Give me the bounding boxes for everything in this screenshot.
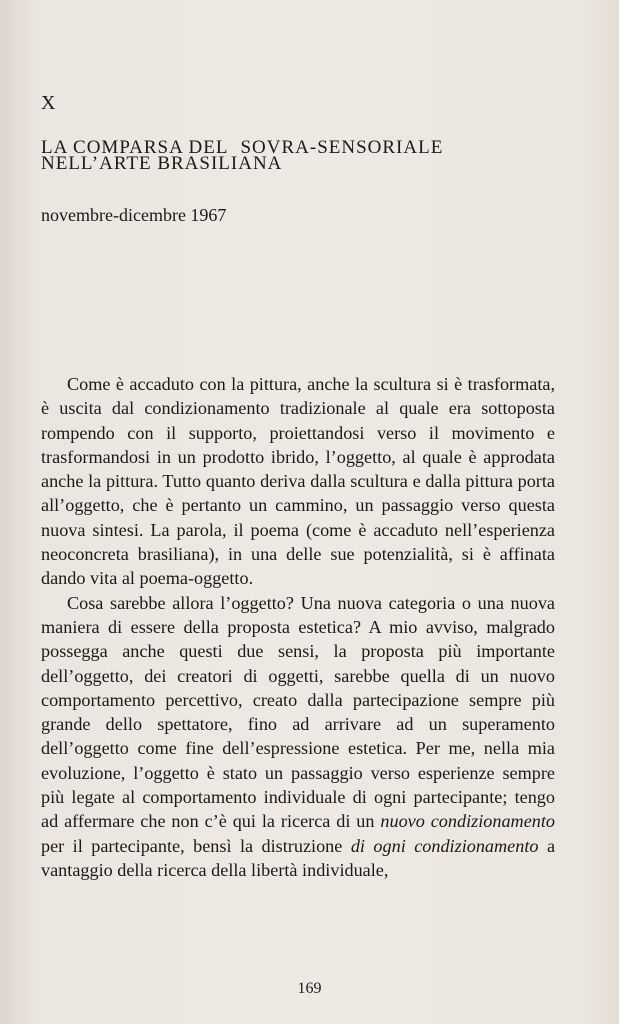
chapter-number: X <box>41 92 57 114</box>
body-text <box>41 372 555 882</box>
paragraph-2-text-a: Cosa sarebbe allora l’oggetto? Una nuova categoria o una nuova maniera di essere della proposta estetica? A mio avviso, malgrado possegga anche questi due sensi, la proposta più importante dell’oggetto, dei creatori di oggetti, sarebbe quella di un nuovo comportamento percettivo, creato dalla partecipazione sempre più grande dello spettatore, fino ad arrivare ad un superamento dell’oggetto come fine dell’espressione estetica. Per me, nella mia evoluzione, l’oggetto è stato un passaggio verso esperienze sempre più legate al comportamento individuale di ogni partecipante; tengo ad affermare che non c’è qui la ricerca di un <box>41 592 555 832</box>
paragraph-2-text-b: per il partecipante, bensì la distruzione <box>41 835 343 856</box>
paragraph-2-text-c: a vantaggio della ricerca della libertà individuale, <box>41 835 556 880</box>
chapter-title <box>41 137 561 175</box>
chapter-title-part-a: LA COMPARSA DEL <box>41 137 229 158</box>
page-number: 169 <box>297 980 322 997</box>
paragraph-2-emphasis-1: nuovo condizionamento <box>380 811 556 832</box>
paragraph-2-emphasis-2: di ogni condizionamento <box>350 835 539 856</box>
chapter-title-part-b: SOVRA-SENSORIALE <box>240 137 444 158</box>
paragraph-2 <box>41 591 555 883</box>
paragraph-1: Come è accaduto con la pittura, anche la scultura si è trasformata, è uscita dal condizionamento tradizionale al quale era sottoposta rompendo con il supporto, proiettandosi verso il movimento e trasformandosi in un prodotto ibrido, l’oggetto, al quale è approdata anche la pittura. Tutto quanto deriva dalla scultura e dalla pittura porta all’oggetto, che è pertanto un cammino, un passaggio verso questa nuova sintesi. La parola, il poema (come è accaduto nell’esperienza neoconcreta brasiliana), in una delle sue potenzialità, si è affinata dando vita al poema-oggetto. <box>41 374 555 589</box>
chapter-title-line2: NELL’ARTE BRASILIANA <box>41 153 283 174</box>
chapter-date: novembre-dicembre 1967 <box>41 205 227 225</box>
